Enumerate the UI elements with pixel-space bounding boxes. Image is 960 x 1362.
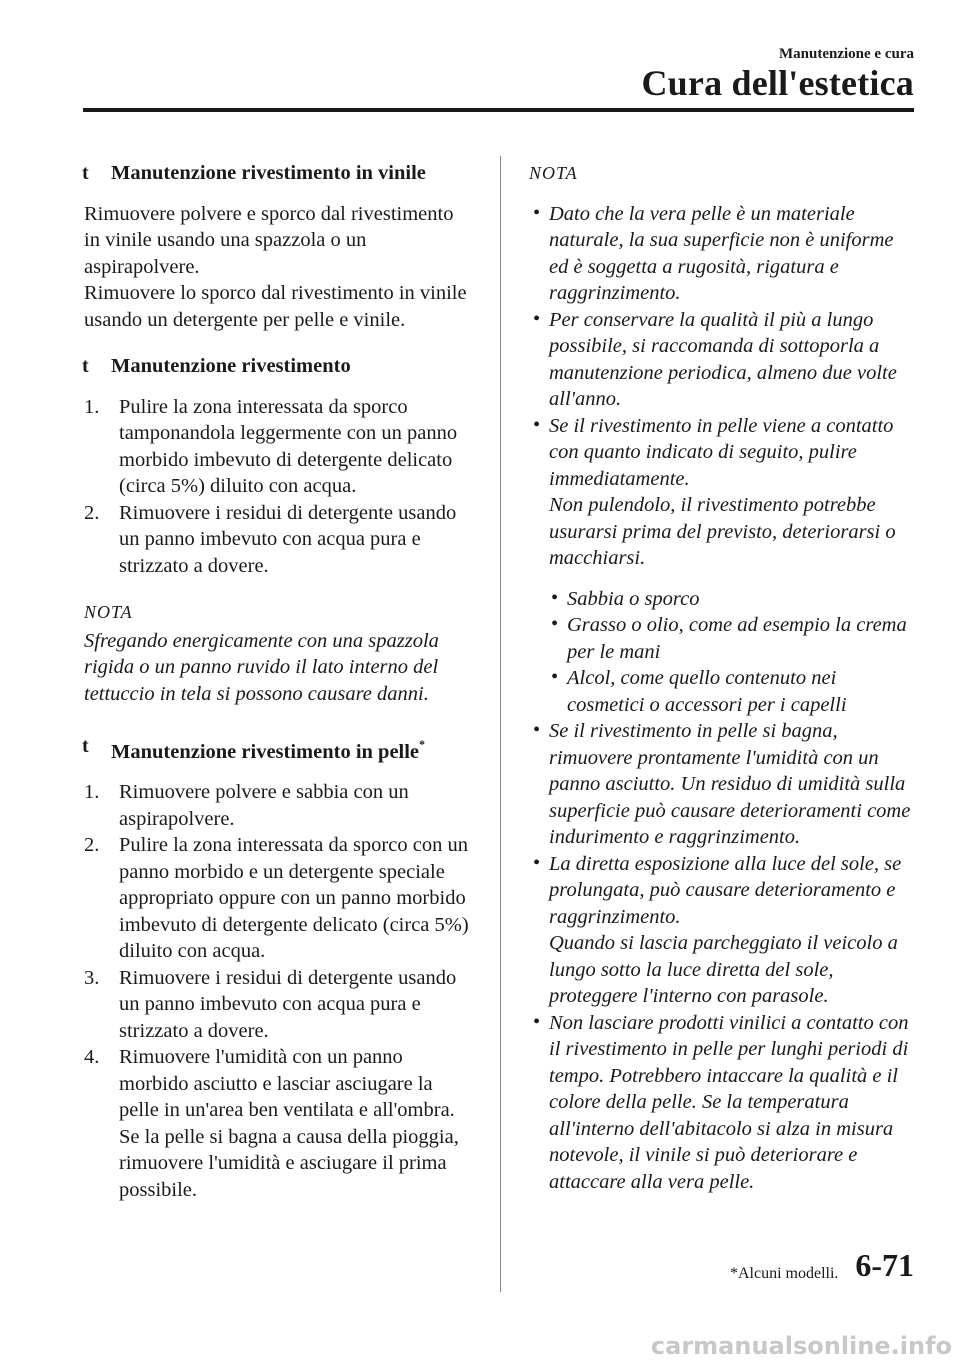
step-number: 2. bbox=[84, 834, 100, 857]
bullet-text: Per conservare la qualità il più a lungo possibile, si raccomanda di sottoporla a manutenzione periodica, almeno due volte all'anno. bbox=[549, 308, 897, 410]
sub-bullet-text: Sabbia o sporco bbox=[567, 587, 700, 610]
list-item bbox=[84, 500, 474, 580]
section-heading bbox=[82, 160, 474, 187]
list-item bbox=[527, 201, 915, 307]
section-marker-icon: t bbox=[82, 355, 89, 377]
list-item bbox=[84, 1044, 474, 1203]
step-text: Rimuovere i residui di detergente usando un panno imbevuto con acqua pura e strizzato a dovere. bbox=[119, 966, 457, 1042]
note-label: NOTA bbox=[84, 602, 133, 622]
bullet-icon: • bbox=[533, 201, 541, 224]
section-title: Manutenzione rivestimento in vinile bbox=[111, 162, 426, 184]
steps-list bbox=[82, 779, 474, 1203]
bullet-icon: • bbox=[533, 307, 541, 330]
bullet-icon: • bbox=[551, 586, 559, 609]
paragraph: Rimuovere lo sporco dal rivestimento in vinile usando un detergente per pelle e vinile. bbox=[84, 282, 467, 331]
list-item bbox=[84, 965, 474, 1045]
list-item bbox=[84, 832, 474, 965]
step-text: Pulire la zona interessata da sporco con un panno morbido e un detergente speciale appropriato oppure con un panno morbido imbevuto di detergente delicato (circa 5%) diluito con acqua. bbox=[119, 834, 469, 963]
bullet-icon: • bbox=[533, 851, 541, 874]
list-item bbox=[527, 307, 915, 413]
list-item bbox=[527, 665, 915, 718]
list-item bbox=[84, 779, 474, 832]
list-item bbox=[84, 394, 474, 500]
step-number: 1. bbox=[84, 395, 100, 418]
section-leather bbox=[82, 733, 474, 1203]
list-item bbox=[527, 1010, 915, 1196]
paragraph: Rimuovere polvere e sporco dal rivestimento in vinile usando una spazzola o un aspirapolvere. bbox=[84, 202, 454, 278]
step-number: 4. bbox=[84, 1046, 100, 1069]
footnote: *Alcuni modelli. bbox=[730, 1265, 839, 1282]
right-column bbox=[527, 160, 915, 1195]
step-number: 1. bbox=[84, 781, 100, 804]
section-vinyl bbox=[82, 160, 474, 333]
bullet-icon: • bbox=[533, 413, 541, 436]
bullet-icon: • bbox=[551, 613, 559, 635]
step-text: Rimuovere i residui di detergente usando un panno imbevuto con acqua pura e strizzato a dovere. bbox=[119, 501, 457, 577]
list-item bbox=[527, 413, 915, 719]
note-bullets bbox=[527, 201, 915, 1196]
section-marker-icon: t bbox=[82, 735, 89, 757]
step-text: Rimuovere l'umidità con un panno morbido asciutto e lasciar asciugare la pelle in un'area ben ventilata e all'ombra. Se la pelle si bagna a causa della pioggia, rimuovere l'umidità e asciugare il prima possibile. bbox=[119, 1046, 459, 1201]
bullet-icon: • bbox=[533, 719, 541, 741]
step-number: 3. bbox=[84, 966, 100, 989]
bullet-icon: • bbox=[533, 1010, 541, 1033]
bullet-icon: • bbox=[551, 666, 559, 688]
step-text: Pulire la zona interessata da sporco tamponandola leggermente con un panno morbido imbevuto di detergente delicato (circa 5%) diluito con acqua. bbox=[119, 395, 458, 497]
section-title: Manutenzione rivestimento bbox=[111, 355, 351, 377]
watermark: carmanualsonline.info bbox=[650, 1332, 952, 1360]
list-item bbox=[527, 612, 915, 665]
note-text: Sfregando energicamente con una spazzola rigida o un panno ruvido il lato interno del tettuccio in tela si possono causare danni. bbox=[84, 629, 439, 705]
asterisk-mark: * bbox=[419, 737, 426, 751]
sub-bullet-text: Grasso o olio, come ad esempio la crema per le mani bbox=[567, 614, 907, 663]
note-label: NOTA bbox=[529, 163, 578, 183]
section-title: Manutenzione rivestimento in pelle bbox=[111, 740, 420, 763]
section-heading bbox=[82, 353, 474, 380]
section-marker-icon: t bbox=[82, 162, 89, 184]
bullet-text: Dato che la vera pelle è un materiale naturale, la sua superficie non è uniforme ed è soggetta a rugosità, rigatura e raggrinzimento. bbox=[549, 202, 894, 304]
list-item bbox=[527, 851, 915, 1010]
list-item bbox=[527, 718, 915, 851]
sub-bullets bbox=[527, 586, 915, 719]
list-item bbox=[527, 586, 915, 613]
bullet-text: La diretta esposizione alla luce del sole, se prolungata, può causare deterioramento e raggrinzimento. bbox=[549, 852, 902, 928]
page-title: Cura dell'estetica bbox=[641, 63, 914, 103]
column-divider bbox=[500, 156, 501, 1292]
sub-bullet-text: Alcol, come quello contenuto nei cosmetici o accessori per i capelli bbox=[567, 667, 847, 716]
left-column bbox=[82, 160, 474, 1223]
steps-list bbox=[82, 394, 474, 580]
header-rule bbox=[83, 108, 914, 112]
bullet-text: Se il rivestimento in pelle viene a contatto con quanto indicato di seguito, pulire immediatamente. bbox=[549, 414, 894, 490]
section-heading bbox=[82, 733, 474, 765]
bullet-text: Non lasciare prodotti vinilici a contatto con il rivestimento in pelle per lunghi periodi di tempo. Potrebbero intaccare la qualità e il colore della pelle. Se la temperatura all'interno dell'abitacolo si alza in misura notevole, il vinile si può deteriorare e attaccare alla vera pelle. bbox=[549, 1011, 909, 1193]
bullet-continuation: Quando si lascia parcheggiato il veicolo a lungo sotto la luce diretta del sole, proteggere l'interno con parasole. bbox=[549, 932, 898, 1007]
page-number: 6-71 bbox=[855, 1247, 914, 1283]
header-section-label: Manutenzione e cura bbox=[779, 46, 914, 62]
bullet-continuation: Non pulendolo, il rivestimento potrebbe usurarsi prima del previsto, deteriorarsi o macchiarsi. bbox=[549, 494, 896, 569]
bullet-text: Se il rivestimento in pelle si bagna, rimuovere prontamente l'umidità con un panno asciutto. Un residuo di umidità sulla superficie può causare deterioramenti come indurimento e raggrinzimento. bbox=[549, 720, 911, 848]
step-number: 2. bbox=[84, 501, 100, 524]
section-upholstery bbox=[82, 353, 474, 707]
step-text: Rimuovere polvere e sabbia con un aspirapolvere. bbox=[119, 781, 409, 830]
